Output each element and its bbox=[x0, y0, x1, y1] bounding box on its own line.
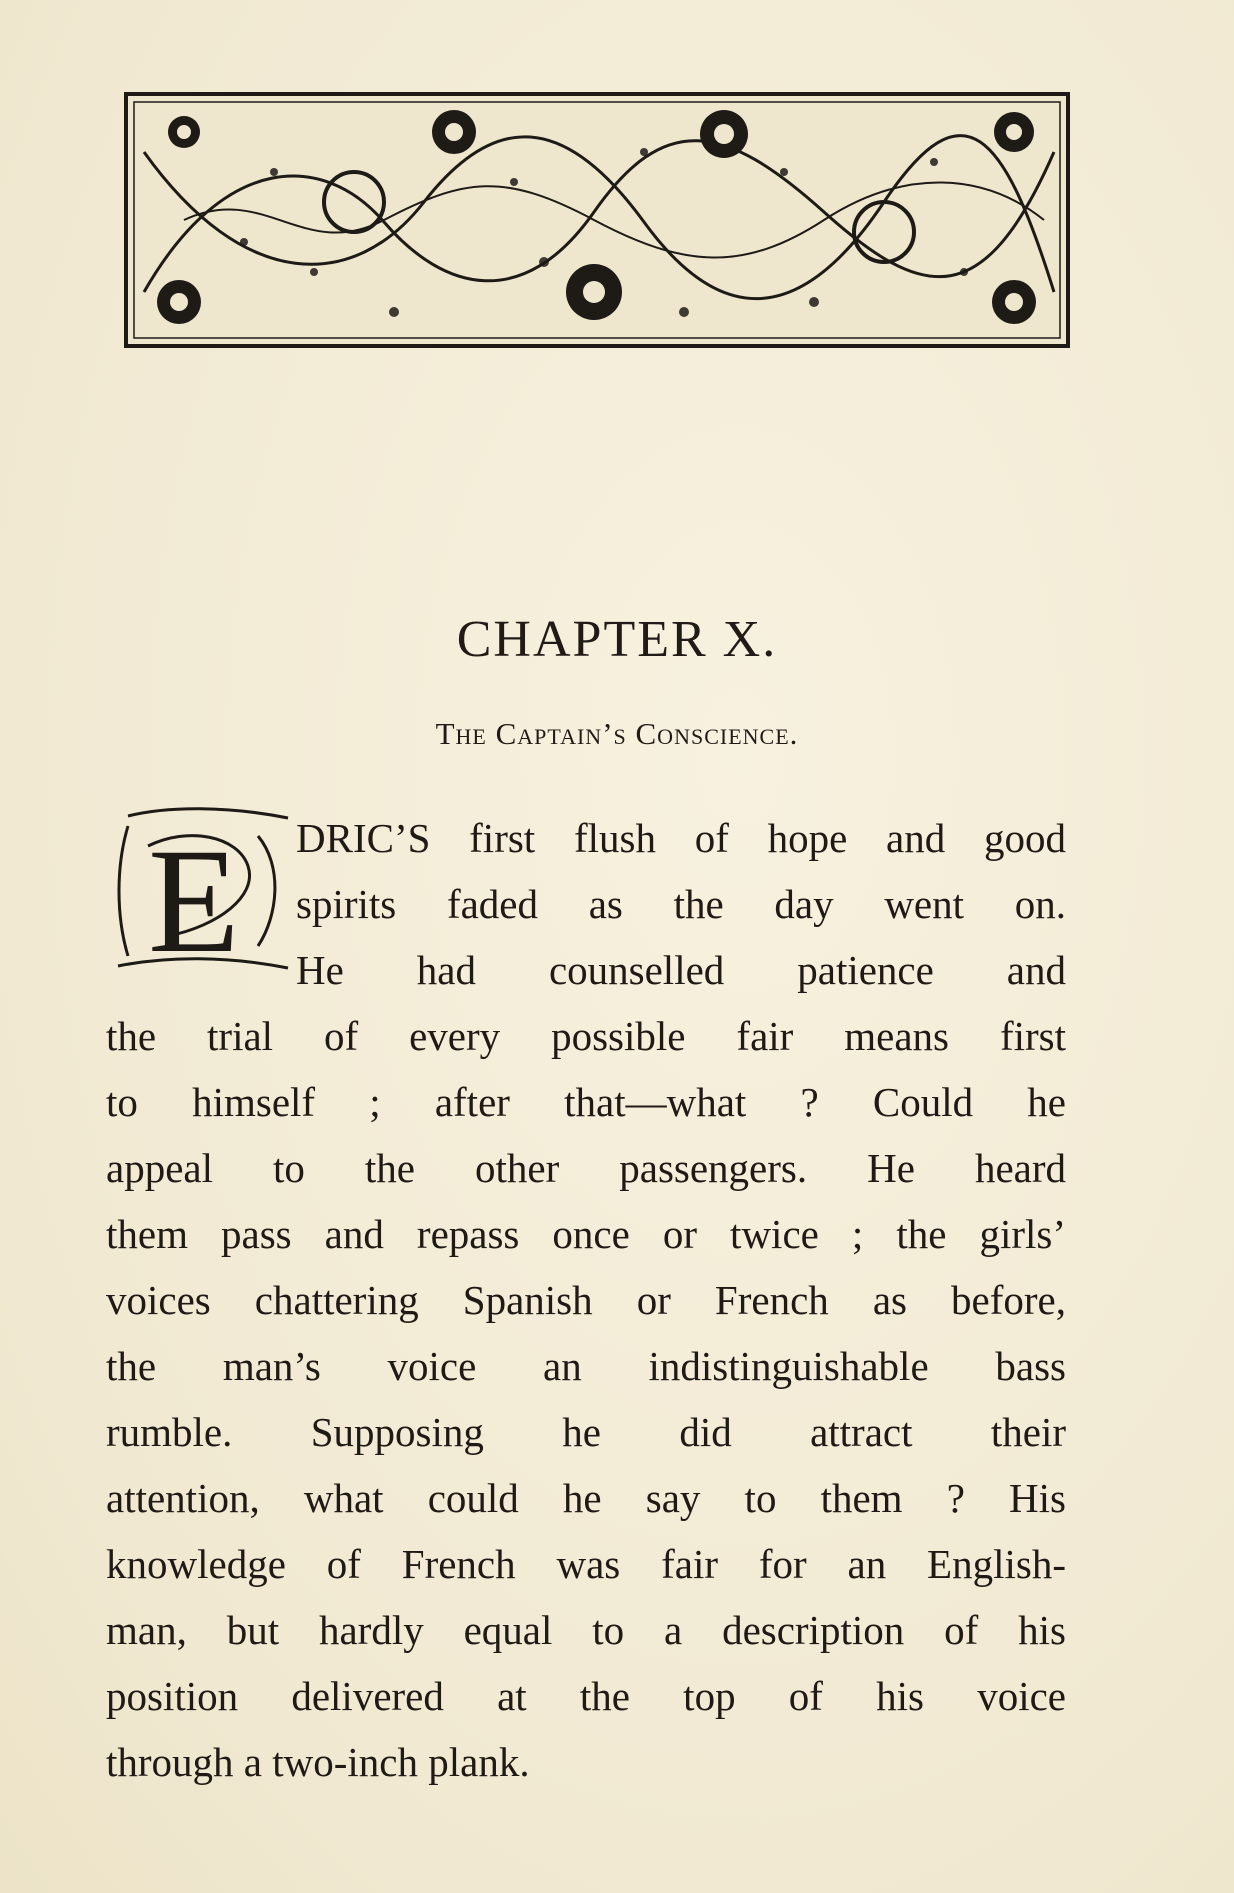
floral-headpiece-icon bbox=[124, 92, 1070, 348]
paragraph-line: knowledge of French was fair for an English- bbox=[106, 1541, 1066, 1587]
chapter-subtitle: The Captain’s Conscience. bbox=[435, 716, 799, 751]
paragraph-line: to himself ; after that—what ? Could he bbox=[106, 1079, 1066, 1125]
paragraph-line: the man’s voice an indistinguishable bass bbox=[106, 1343, 1066, 1389]
paragraph-line: the trial of every possible fair means first bbox=[106, 1013, 1066, 1059]
paragraph-line: spirits faded as the day went on. bbox=[296, 881, 1066, 927]
paragraph-line: voices chattering Spanish or French as before, bbox=[106, 1277, 1066, 1323]
paragraph-line: appeal to the other passengers. He heard bbox=[106, 1145, 1066, 1191]
svg-text:E: E bbox=[148, 818, 240, 978]
paragraph-line: attention, what could he say to them ? His bbox=[106, 1475, 1066, 1521]
paragraph-line: them pass and repass once or twice ; the girls’ bbox=[106, 1211, 1066, 1257]
paragraph-line: DRIC’S first flush of hope and good bbox=[296, 815, 1066, 861]
paragraph-line: He had counselled patience and bbox=[296, 947, 1066, 993]
paragraph-line: position delivered at the top of his voice bbox=[106, 1673, 1066, 1719]
drop-cap-initial-icon bbox=[108, 806, 296, 978]
paragraph-line: man, but hardly equal to a description of his bbox=[106, 1607, 1066, 1653]
paragraph-line: through a two-inch plank. bbox=[106, 1739, 530, 1785]
chapter-title: CHAPTER X. bbox=[456, 611, 778, 668]
paragraph-line: rumble. Supposing he did attract their bbox=[106, 1409, 1066, 1455]
